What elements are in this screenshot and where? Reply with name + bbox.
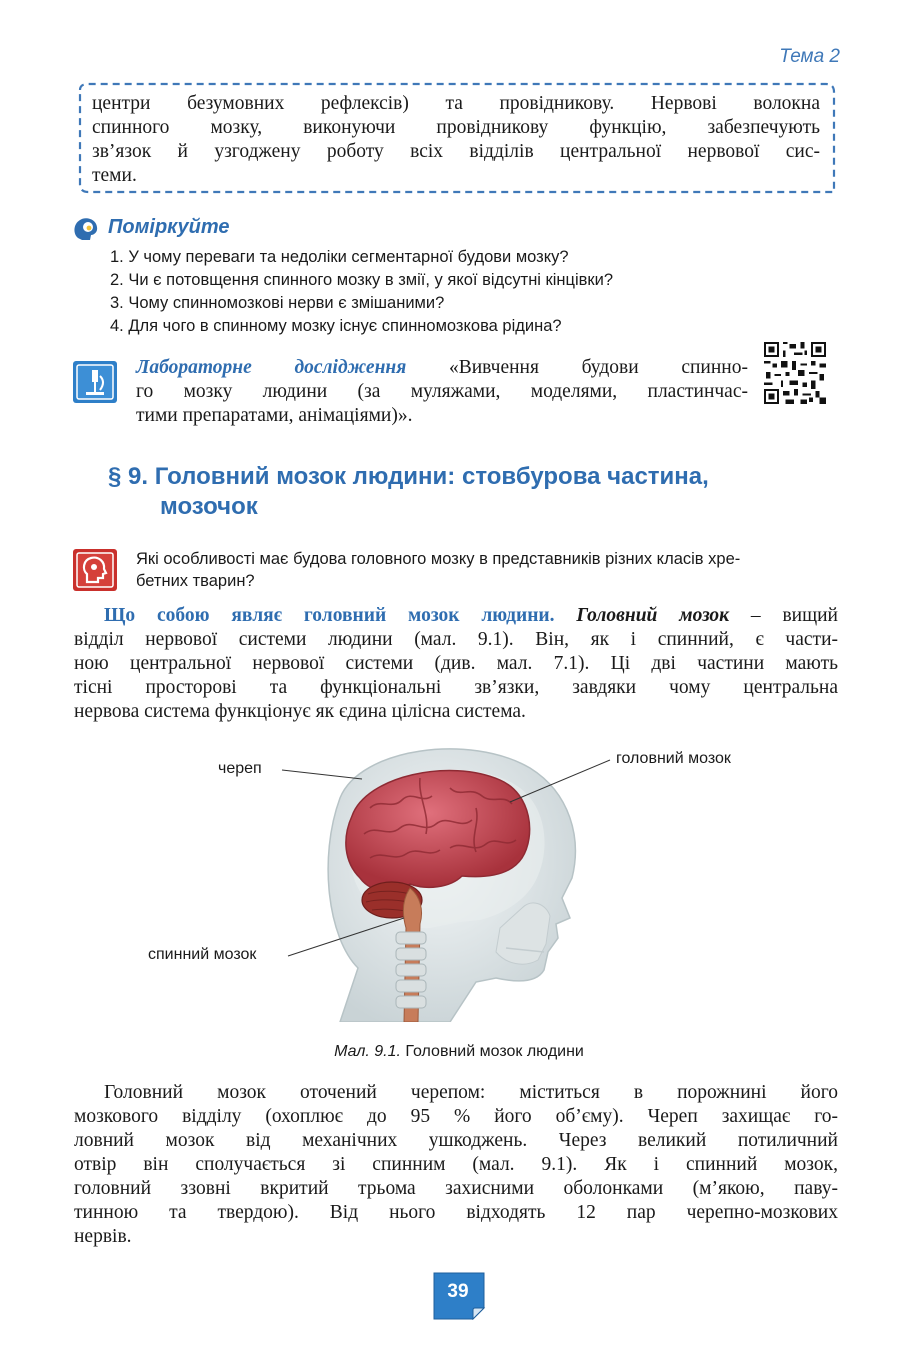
lab-title: Лабораторне дослідження xyxy=(136,357,407,378)
summary-box xyxy=(74,82,838,192)
paragraph-line: ною центральної нервової системи (див. мал. 7.1). Ці дві частини мають xyxy=(74,653,838,674)
section-title xyxy=(108,462,828,522)
list-item: 3. Чому спинномозкові нерви є змішаними? xyxy=(110,294,445,312)
caption-label: Мал. 9.1. xyxy=(334,1043,401,1060)
paragraph-skull xyxy=(74,1081,838,1249)
brain-illustration xyxy=(300,738,590,1022)
label-skull: череп xyxy=(218,760,262,777)
paragraph-line: нервова система функціонує як єдина цілісна система. xyxy=(74,701,526,722)
paragraph-line-rest: – вищий xyxy=(729,605,838,626)
paragraph-intro xyxy=(74,604,838,724)
paragraph-line: мозкового відділу (охоплює до 95 % його об’єму). Череп захищає го- xyxy=(74,1106,838,1127)
summary-line: теми. xyxy=(92,165,137,186)
label-brain: головний мозок xyxy=(616,750,731,767)
question-prompt xyxy=(136,548,838,592)
paragraph-line: відділ нервової системи людини (мал. 9.1). Він, як і спинний, є части- xyxy=(74,629,838,650)
think-questions xyxy=(110,246,613,338)
label-spinal-cord: спинний мозок xyxy=(148,946,257,963)
summary-line: спинного мозку, виконуючи провідникову функцію, забезпечують xyxy=(92,117,820,138)
list-item: 4. Для чого в спинному мозку існує спинномозкова рідина? xyxy=(110,317,562,335)
paragraph-line: головний ззовні вкритий трьома захисними оболонками (м’якою, паву- xyxy=(74,1178,838,1199)
topic-header: Тема 2 xyxy=(779,46,840,67)
microscope-icon xyxy=(72,360,118,404)
question-line: бетних тварин? xyxy=(136,572,255,590)
question-line: Які особливості має будова головного мозку в представників різних класів хре- xyxy=(136,550,741,568)
figure-caption xyxy=(0,1043,918,1061)
paragraph-line: Головний мозок оточений черепом: міститься в порожнині його xyxy=(104,1082,838,1103)
summary-line: зв’язок й узгоджену роботу всіх відділів центральної нервової сис- xyxy=(92,141,820,162)
paragraph-lead: Що собою являє головний мозок людини. xyxy=(104,605,555,626)
caption-text: Головний мозок людини xyxy=(400,1043,584,1060)
page-number: 39 xyxy=(447,1281,469,1302)
thinking-head-icon xyxy=(72,216,100,242)
paragraph-line: ловний мозок від механічних ушкоджень. Через великий потиличний xyxy=(74,1130,838,1151)
list-item: 1. У чому переваги та недоліки сегментарної будови мозку? xyxy=(110,248,569,266)
section-title-line: мозочок xyxy=(160,493,258,520)
paragraph-line: отвір він сполучається зі спинним (мал. 9.1). Як і спинний мозок, xyxy=(74,1154,838,1175)
page-number-badge xyxy=(433,1272,487,1320)
paragraph-line: тинною та твердою). Від нього відходять 12 пар черепно-мозкових xyxy=(74,1202,838,1223)
section-title-line: § 9. Головний мозок людини: стовбурова частина, xyxy=(108,463,709,490)
list-item: 2. Чи є потовщення спинного мозку в змії, у якої відсутні кінцівки? xyxy=(110,271,614,289)
paragraph-line: нервів. xyxy=(74,1226,132,1247)
qr-code[interactable] xyxy=(764,342,826,404)
lab-line-rest: «Вивчення будови спинно- xyxy=(406,357,748,378)
summary-line: центри безумовних рефлексів) та провідникову. Нервові волокна xyxy=(92,93,820,114)
summary-text xyxy=(92,92,820,188)
think-title: Поміркуйте xyxy=(108,216,230,238)
question-head-icon xyxy=(72,548,118,592)
paragraph-term: Головний мозок xyxy=(576,605,730,626)
lab-research xyxy=(136,356,748,428)
lab-line: тими препаратами, анімаціями)». xyxy=(136,405,413,426)
lab-line: го мозку людини (за муляжами, моделями, пластинчас- xyxy=(136,381,748,402)
paragraph-line xyxy=(74,604,838,628)
paragraph-line: тісні просторові та функціональні зв’язки, завдяки чому центральна xyxy=(74,677,838,698)
lab-line xyxy=(136,356,748,380)
